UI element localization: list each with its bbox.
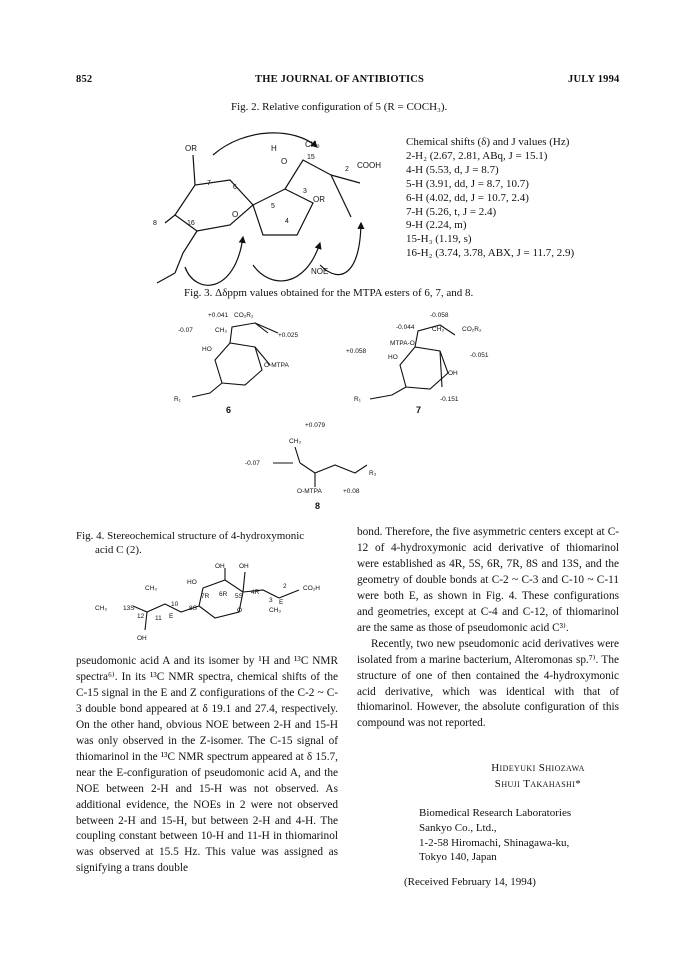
c6-co2r2: CO₂R₂ [234, 312, 254, 319]
shift-line: 4-H (5.53, d, J = 8.7) [406, 163, 499, 176]
fig2-3-label: 3 [303, 188, 307, 195]
received-date: (Received February 14, 1994) [404, 876, 536, 888]
affil-line: Tokyo 140, Japan [419, 851, 497, 864]
f4-ho: HO [187, 579, 197, 586]
c6-omtpa: O-MTPA [264, 362, 289, 369]
fig2-8-label: 8 [153, 220, 157, 227]
c7-val-5: -0.151 [440, 396, 459, 403]
c7-mtpao: MTPA-O [390, 340, 415, 347]
c7-val-2: -0.044 [396, 324, 415, 331]
shift-line: 16-H₂ (3.74, 3.78, ABX, J = 11.7, 2.9) [406, 247, 575, 260]
fig2-h-label: H [271, 144, 277, 153]
compound-6-label: 6 [226, 405, 232, 415]
compound-7-label: 7 [416, 405, 422, 415]
f4-10: 10 [171, 601, 179, 608]
fig2-5-label: 5 [271, 203, 275, 210]
f4-2: 2 [283, 583, 287, 590]
c6-val-1: +0.041 [208, 312, 229, 319]
f4-7r: 7R [201, 593, 210, 600]
fig2-or2-label: OR [313, 195, 325, 204]
shift-line: 15-H₃ (1.19, s) [406, 233, 472, 246]
f4-e2: E [169, 613, 174, 620]
f4-4r: 4R [251, 589, 260, 596]
c7-ho: HO [388, 354, 398, 361]
fig2-noe-label: NOE [311, 267, 329, 276]
shift-line: 2-H₂ (2.67, 2.81, ABq, J = 15.1) [406, 149, 548, 162]
affil-line: Sankyo Co., Ltd., [419, 821, 497, 834]
fig2-7-label: 7 [207, 180, 211, 187]
c8-val-3: +0.08 [343, 488, 360, 495]
c7-val-3: +0.058 [346, 348, 367, 355]
c7-r1: R₁ [354, 396, 361, 403]
fig3-compound-7 [340, 305, 520, 415]
f4-5s: 5S [235, 593, 243, 600]
shift-line: 7-H (5.26, t, J = 2.4) [406, 205, 497, 218]
f4-ch3b: CH₃ [95, 605, 108, 612]
fig4-structure [85, 560, 345, 645]
fig2-16-label: 16 [187, 220, 195, 227]
f4-11: 11 [155, 615, 162, 622]
f4-oh3: OH [137, 635, 147, 642]
c7-val-4: -0.051 [470, 352, 489, 359]
shift-line: Chemical shifts (δ) and J values (Hz) [406, 136, 570, 148]
fig2-2-label: 2 [345, 166, 349, 173]
fig4-caption-line1: Fig. 4. Stereochemical structure of 4-hydroxymonic [76, 530, 305, 542]
f4-ch3c: CH₃ [269, 607, 282, 614]
page-number: 852 [76, 74, 93, 85]
f4-13s: 13S [123, 605, 135, 612]
fig3-compound-6 [170, 305, 330, 415]
f4-8s: 8S [189, 605, 197, 612]
f4-12: 12 [137, 613, 145, 620]
c6-val-3: +0.025 [278, 332, 299, 339]
f4-ch3a: CH₃ [145, 585, 158, 592]
c8-val-2: -0.07 [245, 460, 260, 467]
journal-title: THE JOURNAL OF ANTIBIOTICS [255, 74, 425, 85]
f4-6r: 6R [219, 591, 228, 598]
fig3-caption: Fig. 3. Δδppm values obtained for the MTPA esters of 6, 7, and 8. [184, 287, 474, 299]
right-paragraph-1: bond. Therefore, the five asymmetric centers except at C-12 of 4-hydroxymonic acid derivative of thiomarinol were established as 4R, 5S, 6R, 7R, 8S and 13S, and the geometry of double bonds at C-2 ~ C-3 and C-10 ~ C-11 were both E, as shown in Fig. 4. These configurations and geometries, except at C-4 and C-12, of thiomarinol are the same as those of pseudomonic acid C³⁾. [357, 526, 619, 634]
f4-o: O [237, 607, 243, 614]
c8-ch3: CH₃ [289, 438, 302, 445]
left-column-text [76, 654, 338, 877]
fig2-o-label: O [281, 157, 288, 166]
affil-line: Biomedical Research Laboratories [419, 807, 572, 819]
fig2-6-label: 6 [233, 184, 237, 191]
fig2-15-label: 15 [307, 154, 315, 161]
fig2-structure [135, 125, 405, 290]
compound-8-label: 8 [315, 501, 321, 511]
f4-co2h: CO₂H [303, 585, 320, 592]
fig4-caption-line2: acid C (2). [95, 544, 142, 556]
c6-ch3: CH₃ [215, 327, 228, 334]
fig2-shift-list [406, 136, 574, 261]
fig2-caption: Fig. 2. Relative configuration of 5 (R = COCH₃). [231, 101, 448, 113]
f4-3: 3 [269, 597, 273, 604]
c7-oh: OH [448, 370, 458, 377]
fig2-ch3-label: CH₃ [305, 140, 320, 149]
fig3-compound-8 [245, 417, 395, 512]
c6-val-2: -0.07 [178, 327, 193, 334]
c6-ho: HO [202, 346, 212, 353]
left-paragraph: pseudomonic acid A and its isomer by ¹H and ¹³C NMR spectra⁶⁾. In its ¹³C NMR spectra, chemical shifts of the C-15 signal in the E and Z configurations of the C-2 ~ C-3 double bond appeared at δ 19.1 and 27.4, respectively. On the other hand, obvious NOE between 2-H and 15-H was only observed in the Z-isomer. The C-15 signal of thiomarinol in the ¹³C NMR spectrum appeared at δ 15.7, near the E-configuration of pseudomonic acid A, and the NOE between 2-H and 15-H was not observed. As additional evidence, the NOEs in 2 were not observed between 2-H and 15-H, but between 2-H and 4-H. The coupling constant between 10-H and 11-H in thiomarinol was observed at 15.5 Hz. This value was assigned as signifying a trans double [76, 655, 338, 875]
author-2: Shuji Takahashi* [494, 778, 582, 790]
c6-r1: R₁ [174, 396, 181, 403]
shift-line: 5-H (3.91, dd, J = 8.7, 10.7) [406, 177, 529, 190]
fig2-or-label: OR [185, 144, 197, 153]
c7-ch3: CH₃ [432, 326, 445, 333]
f4-oh1: OH [215, 563, 225, 570]
f4-e1: E [279, 599, 284, 606]
c8-r3: R₃ [369, 470, 377, 477]
right-paragraph-2: Recently, two new pseudomonic acid derivatives were isolated from a marine bacterium, Alteromonas sp.⁷⁾. The structure of one of then contained the 4-hydroxymonic acid derivative, which was identical with that of thiomarinol. However, the absolute configuration of this compound was not reported. [357, 637, 619, 730]
right-column-text [357, 525, 619, 732]
fig2-4-label: 4 [285, 218, 289, 225]
author-1: Hideyuki Shiozawa [491, 762, 585, 774]
f4-oh2: OH [239, 563, 249, 570]
affil-line: 1-2-58 Hiromachi, Shinagawa-ku, [419, 836, 570, 849]
fig2-o-ring-label: O [232, 210, 239, 219]
c8-val-1: +0.079 [305, 422, 326, 429]
shift-line: 6-H (4.02, dd, J = 10.7, 2.4) [406, 191, 529, 204]
issue-date: JULY 1994 [568, 74, 620, 85]
c7-val-1: -0.058 [430, 312, 449, 319]
c7-co2r2: CO₂R₂ [462, 326, 482, 333]
c8-omtpa: O-MTPA [297, 488, 322, 495]
shift-line: 9-H (2.24, m) [406, 219, 467, 232]
affiliation [419, 806, 571, 865]
fig2-cooh-label: COOH [357, 161, 381, 170]
